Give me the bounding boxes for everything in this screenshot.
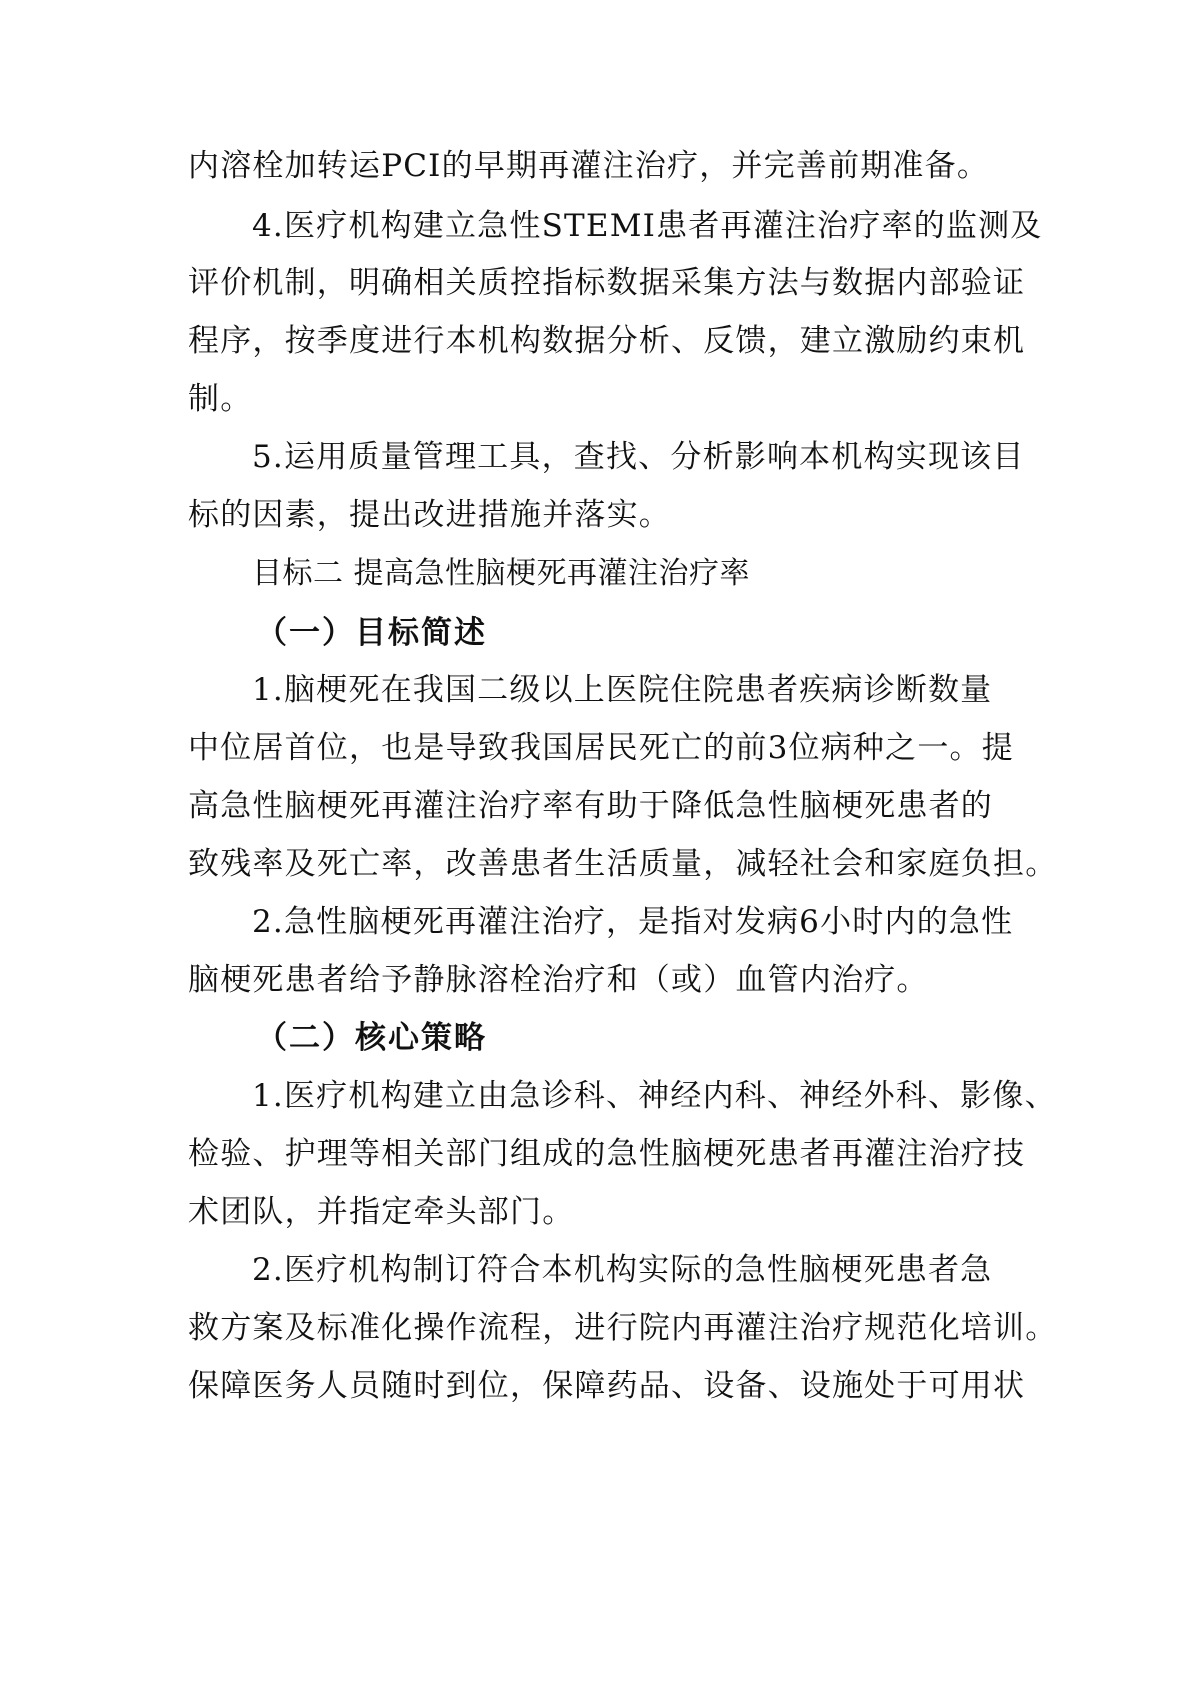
text-line-13: 脑梗死患者给予静脉溶栓治疗和（或）血管内治疗。 (188, 962, 929, 998)
subsection-heading-1: （一）目标简述 (256, 615, 487, 651)
text-line-15: 检验、护理等相关部门组成的急性脑梗死患者再灌注治疗技 (188, 1136, 1026, 1172)
text-line-18: 救方案及标准化操作流程，进行院内再灌注治疗规范化培训。 (188, 1310, 1058, 1346)
text-line-2: 4.医疗机构建立急性STEMI患者再灌注治疗率的监测及 (252, 208, 1043, 244)
text-line-9: 中位居首位，也是导致我国居民死亡的前3位病种之一。提 (188, 730, 1014, 766)
text-line-16: 术团队，并指定牵头部门。 (188, 1194, 575, 1230)
text-line-11: 致残率及死亡率，改善患者生活质量，减轻社会和家庭负担。 (188, 846, 1058, 882)
text-line-10: 高急性脑梗死再灌注治疗率有助于降低急性脑梗死患者的 (188, 788, 993, 824)
text-line-3: 评价机制，明确相关质控指标数据采集方法与数据内部验证 (188, 265, 1026, 301)
section-heading: 目标二 提高急性脑梗死再灌注治疗率 (252, 556, 751, 591)
text-line-5: 制。 (188, 381, 253, 417)
text-line-12: 2.急性脑梗死再灌注治疗，是指对发病6小时内的急性 (252, 904, 1014, 940)
text-line-8: 1.脑梗死在我国二级以上医院住院患者疾病诊断数量 (252, 672, 993, 708)
text-line-4: 程序，按季度进行本机构数据分析、反馈，建立激励约束机 (188, 323, 1026, 359)
text-line-19: 保障医务人员随时到位，保障药品、设备、设施处于可用状 (188, 1368, 1026, 1404)
subsection-heading-2: （二）核心策略 (256, 1020, 487, 1056)
text-line-6: 5.运用质量管理工具，查找、分析影响本机构实现该目 (252, 439, 1025, 475)
text-line-14: 1.医疗机构建立由急诊科、神经内科、神经外科、影像、 (252, 1078, 1057, 1114)
text-line-7: 标的因素，提出改进措施并落实。 (188, 497, 671, 533)
text-line-1: 内溶栓加转运PCI的早期再灌注治疗，并完善前期准备。 (188, 148, 990, 184)
text-line-17: 2.医疗机构制订符合本机构实际的急性脑梗死患者急 (252, 1252, 993, 1288)
